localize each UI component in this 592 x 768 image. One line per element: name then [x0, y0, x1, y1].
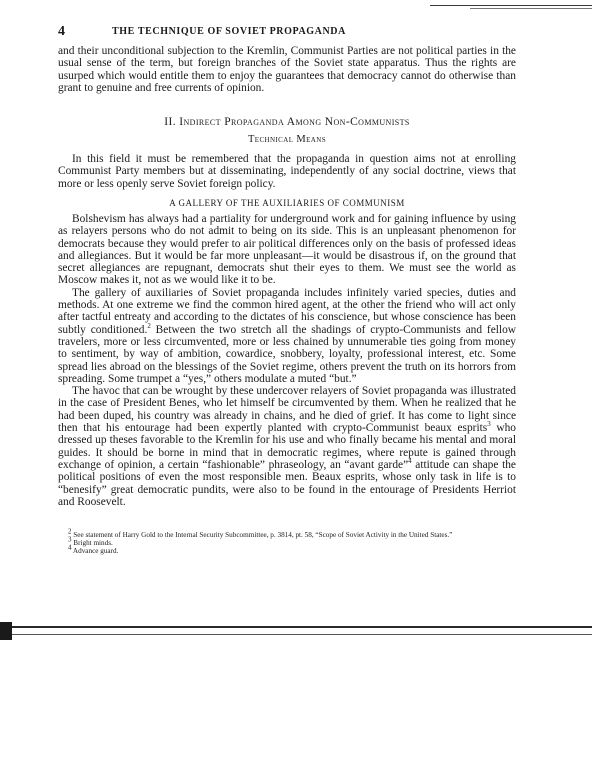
paragraph-2-text-b: Between the two stretch all the shadings of crypto-Communists and fellow travelers, more or less circumvented, more or less chained by unnumerable ties going from money to sentiment, by way of ambition, cowardice, snobbery, loyalty, professional interest, etc. Some spread lies abroad on the blessings of the Soviet regime, others prevent the truth on its horrors from spreading. Some trumpet a “yes,” others modulate a muted “but.”: [58, 323, 517, 385]
footnote-marker: 4: [68, 543, 72, 552]
footnote-text: Bright minds.: [73, 539, 113, 547]
gallery-paragraph-3: [58, 385, 516, 508]
footnote-marker: 3: [68, 535, 72, 544]
running-head: THE TECHNIQUE OF SOVIET PROPAGANDA: [112, 26, 346, 37]
gallery-paragraph-2: [58, 287, 516, 385]
gallery-paragraph-1: Bolshevism has always had a partiality for underground work and for gaining influence by using as relayers persons who do not admit to being on its side. This is an unpleasant phenomenon for democrats because they would prefer to air political differences only on the basis of professed ideas and allegiances. But it would be far more unpleasant—it would be disastrous if, on the ground that secret allegiances are repugnant, democrats shut their eyes to them. We must see the world as Moscow makes it, not as we would like it to be.: [58, 213, 516, 287]
top-edge-line-2: [470, 8, 592, 9]
page-fold-line-2: [0, 634, 592, 635]
paragraph-2-text-a: The gallery of auxiliaries of Soviet propaganda includes infinitely varied species, duties and methods. At one extreme we find the common hired agent, at the other the friend who will act only after tactful entreaty and according to the dictates of his conscience, but whose conscience has been subtly conditioned.: [58, 286, 516, 336]
footnote-marker: 2: [68, 527, 72, 536]
left-margin-mark: [0, 622, 12, 640]
intro-paragraph: and their unconditional subjection to the Kremlin, Communist Parties are not political parties in the usual sense of the term, but foreign branches of the Soviet state apparatus. Thus the rights are usurped which would entitle them to enjoy the guarantees that democracy cannot do otherwise than grant to genuine and free currents of opinion.: [58, 45, 516, 94]
footnote-text: See statement of Harry Gold to the Internal Security Subcommittee, p. 3814, pt. 58, “Scope of Soviet Activity in the United States.”: [73, 531, 453, 539]
paragraph-3-text-a: The havoc that can be wrought by these undercover relayers of Soviet propaganda was illustrated in the case of President Benes, who let himself be circumvented by them. When he realized that he had been duped, his country was already in chains, and he died of grief. It has come to light since then that his entourage had been expertly planted with crypto-Communist beaux esprits: [58, 385, 516, 435]
page-fold-line: [0, 626, 592, 628]
footnote-ref-4: 4: [408, 457, 412, 466]
footnotes: [58, 527, 516, 555]
footnote-2: [58, 527, 516, 539]
footnote-ref-2: 2: [147, 321, 151, 330]
technical-means-paragraph: In this field it must be remembered that the propaganda in question aims not at enrolling Communist Party members but at disseminating, independently of any social doctrine, views that more or less openly serve Soviet foreign policy.: [58, 153, 516, 190]
section-heading: II. Indirect Propaganda Among Non-Communists: [164, 116, 410, 128]
footnote-ref-3: 3: [487, 420, 491, 429]
gallery-heading: A GALLERY OF THE AUXILIARIES OF COMMUNISM: [169, 198, 405, 208]
footnote-text: Advance guard.: [72, 547, 119, 555]
paragraph-3-text-c: attitude can shape the political positions of even the most responsible men. Beaux esprits, whose only task in life is to “benesify” great democratic pundits, were also to be found in the entourage of Presidents Herriot and Roosevelt.: [58, 458, 516, 508]
paragraph-3-text-b: who dressed up theses favorable to the Kremlin for his use and who finally became his mental and moral guides. It should be borne in mind that in democratic regimes, where repute is gained through exchange of opinion, a certain “fashionable” phraseology, an “avant garde”: [58, 422, 516, 471]
subsection-heading: Technical Means: [247, 134, 327, 145]
page-number: 4: [58, 24, 65, 39]
top-edge-line: [430, 5, 592, 6]
gallery-body: [58, 213, 516, 508]
